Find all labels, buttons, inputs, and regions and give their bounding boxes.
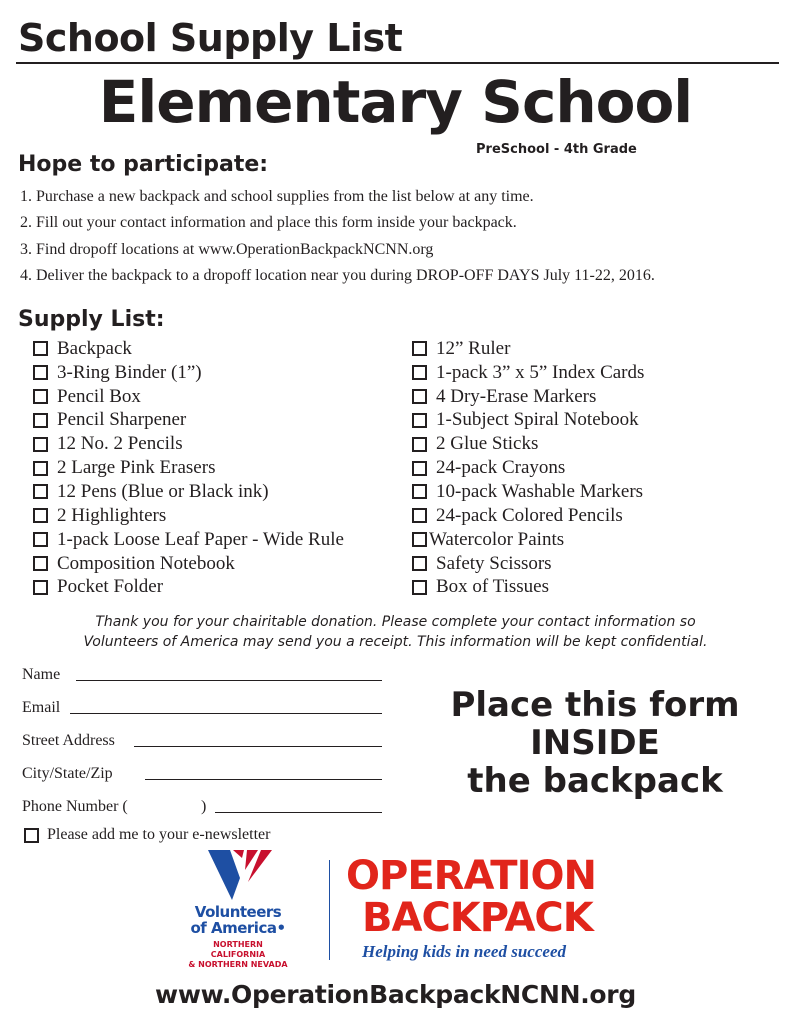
- thank-you-line: Volunteers of America may send you a receipt. This information will be kept confidential.: [83, 634, 708, 650]
- supply-item-label: Composition Notebook: [57, 552, 235, 574]
- supply-item-label: Pencil Box: [57, 385, 141, 407]
- checkbox-icon[interactable]: [33, 461, 48, 476]
- thank-you-line: Thank you for your chairitable donation. Please complete your contact information so: [95, 614, 696, 630]
- supply-item[interactable]: [33, 528, 393, 552]
- name-label: Name: [22, 666, 61, 683]
- participate-step: 4. Deliver the backpack to a dropoff location near you during DROP-OFF DAYS July 11-22, 2016.: [20, 267, 655, 284]
- footer-url[interactable]: www.OperationBackpackNCNN.org: [155, 980, 636, 1009]
- supply-item[interactable]: [33, 361, 393, 385]
- voa-wordmark: of America•: [190, 919, 286, 937]
- checkbox-icon[interactable]: [33, 413, 48, 428]
- voa-chevron-icon: [186, 848, 290, 900]
- city-state-zip-field[interactable]: [145, 779, 382, 780]
- supply-item[interactable]: [412, 528, 772, 552]
- supply-item[interactable]: [412, 456, 772, 480]
- supply-item-label: 1-pack 3” x 5” Index Cards: [436, 361, 645, 383]
- supply-item[interactable]: [412, 337, 772, 361]
- thank-you-note: [0, 612, 791, 652]
- supply-item-label: 10-pack Washable Markers: [436, 480, 644, 502]
- checkbox-icon[interactable]: [33, 389, 48, 404]
- supply-item[interactable]: [412, 575, 772, 599]
- supply-item[interactable]: [412, 480, 772, 504]
- checkbox-icon[interactable]: [33, 556, 48, 571]
- checkbox-icon[interactable]: [412, 437, 427, 452]
- page-title: Elementary School: [98, 68, 693, 136]
- street-address-field-row: [22, 724, 115, 750]
- checkbox-icon[interactable]: [33, 580, 48, 595]
- supply-item-label: 24-pack Colored Pencils: [436, 504, 623, 526]
- supply-item-label: Pocket Folder: [57, 576, 164, 598]
- operation-backpack-logo-line-2: BACKPACK: [362, 895, 593, 941]
- supply-item-label: 3-Ring Binder (1”): [57, 361, 202, 383]
- supply-item-label: 12 No. 2 Pencils: [57, 433, 183, 455]
- supply-item[interactable]: [33, 337, 393, 361]
- phone-area-code-close: ): [201, 798, 207, 815]
- supply-item-label: 2 Large Pink Erasers: [57, 457, 216, 479]
- voa-region: NORTHERN CALIFORNIA: [210, 940, 266, 959]
- supply-item[interactable]: [412, 409, 772, 433]
- supply-item-label: Backpack: [57, 337, 132, 359]
- name-field-row: [22, 658, 60, 684]
- grade-range-label: PreSchool - 4th Grade: [476, 142, 637, 157]
- checkbox-icon[interactable]: [412, 365, 427, 380]
- checkbox-icon[interactable]: [33, 341, 48, 356]
- supply-item[interactable]: [412, 361, 772, 385]
- street-address-field[interactable]: [134, 746, 382, 747]
- phone-number-field[interactable]: [215, 812, 382, 813]
- checkbox-icon[interactable]: [33, 365, 48, 380]
- checkbox-icon[interactable]: [412, 413, 427, 428]
- checkbox-icon[interactable]: [24, 828, 39, 843]
- supply-item[interactable]: [412, 432, 772, 456]
- supply-item[interactable]: [33, 409, 393, 433]
- supply-list-heading: Supply List:: [18, 307, 165, 332]
- supply-item-label: 1-pack Loose Leaf Paper - Wide Rule: [57, 528, 344, 550]
- place-form-callout: [420, 686, 770, 800]
- phone-label: Phone Number (: [22, 798, 128, 815]
- supply-item-label: 2 Glue Sticks: [436, 433, 539, 455]
- supply-item[interactable]: [412, 504, 772, 528]
- participate-heading: Hope to participate:: [18, 152, 269, 177]
- checkbox-icon[interactable]: [412, 580, 427, 595]
- supply-item[interactable]: [33, 504, 393, 528]
- checkbox-icon[interactable]: [33, 437, 48, 452]
- checkbox-icon[interactable]: [33, 532, 48, 547]
- supply-item-label: 12 Pens (Blue or Black ink): [57, 480, 269, 502]
- operation-backpack-tagline: Helping kids in need succeed: [362, 942, 566, 961]
- newsletter-option[interactable]: [24, 826, 270, 844]
- checkbox-icon[interactable]: [33, 508, 48, 523]
- supply-item-label: 4 Dry-Erase Markers: [436, 385, 597, 407]
- supply-item[interactable]: [412, 385, 772, 409]
- city-state-zip-label: City/State/Zip: [22, 765, 113, 782]
- operation-backpack-logo-line-1: OPERATION: [346, 853, 596, 899]
- participate-step: 2. Fill out your contact information and place this form inside your backpack.: [20, 214, 517, 231]
- checkbox-icon[interactable]: [33, 484, 48, 499]
- checkbox-icon[interactable]: [412, 461, 427, 476]
- callout-line: the backpack: [467, 761, 723, 801]
- checkbox-icon[interactable]: [412, 556, 427, 571]
- checkbox-icon[interactable]: [412, 532, 427, 547]
- street-address-label: Street Address: [22, 732, 115, 749]
- name-field[interactable]: [76, 680, 382, 681]
- voa-wordmark: Volunteers: [194, 903, 282, 921]
- page-header-title: School Supply List: [18, 16, 403, 60]
- supply-item[interactable]: [33, 575, 393, 599]
- supply-item-label: 2 Highlighters: [57, 504, 167, 526]
- supply-item[interactable]: [33, 552, 393, 576]
- checkbox-icon[interactable]: [412, 341, 427, 356]
- email-field-row: [22, 691, 60, 717]
- supply-item[interactable]: [33, 480, 393, 504]
- supply-item-label: Box of Tissues: [436, 576, 549, 598]
- participate-step: 1. Purchase a new backpack and school supplies from the list below at any time.: [20, 188, 534, 205]
- newsletter-label: Please add me to your e-newsletter: [47, 826, 271, 843]
- supply-list-right-column: [412, 337, 772, 599]
- supply-list-left-column: [33, 337, 393, 599]
- callout-line: INSIDE: [530, 723, 660, 763]
- phone-field-row: [22, 790, 128, 816]
- supply-item[interactable]: [412, 552, 772, 576]
- checkbox-icon[interactable]: [412, 484, 427, 499]
- supply-item[interactable]: [33, 385, 393, 409]
- volunteers-of-america-logo: [186, 848, 290, 970]
- voa-region: & NORTHERN NEVADA: [188, 960, 288, 969]
- city-state-zip-field-row: [22, 757, 113, 783]
- supply-item-label: 1-Subject Spiral Notebook: [436, 409, 639, 431]
- supply-item[interactable]: [33, 456, 393, 480]
- supply-item[interactable]: [33, 432, 393, 456]
- header-rule: [16, 62, 779, 64]
- supply-item-label: Pencil Sharpener: [57, 409, 187, 431]
- logo-divider: [329, 860, 330, 960]
- callout-line: Place this form: [450, 685, 740, 725]
- participate-step: 3. Find dropoff locations at www.OperationBackpackNCNN.org: [20, 241, 434, 258]
- checkbox-icon[interactable]: [412, 508, 427, 523]
- checkbox-icon[interactable]: [412, 389, 427, 404]
- email-field[interactable]: [70, 713, 382, 714]
- supply-item-label: 24-pack Crayons: [436, 457, 566, 479]
- supply-item-label: Safety Scissors: [436, 552, 552, 574]
- email-label: Email: [22, 699, 61, 716]
- supply-item-label: 12” Ruler: [436, 337, 511, 359]
- supply-item-label: Watercolor Paints: [429, 528, 565, 550]
